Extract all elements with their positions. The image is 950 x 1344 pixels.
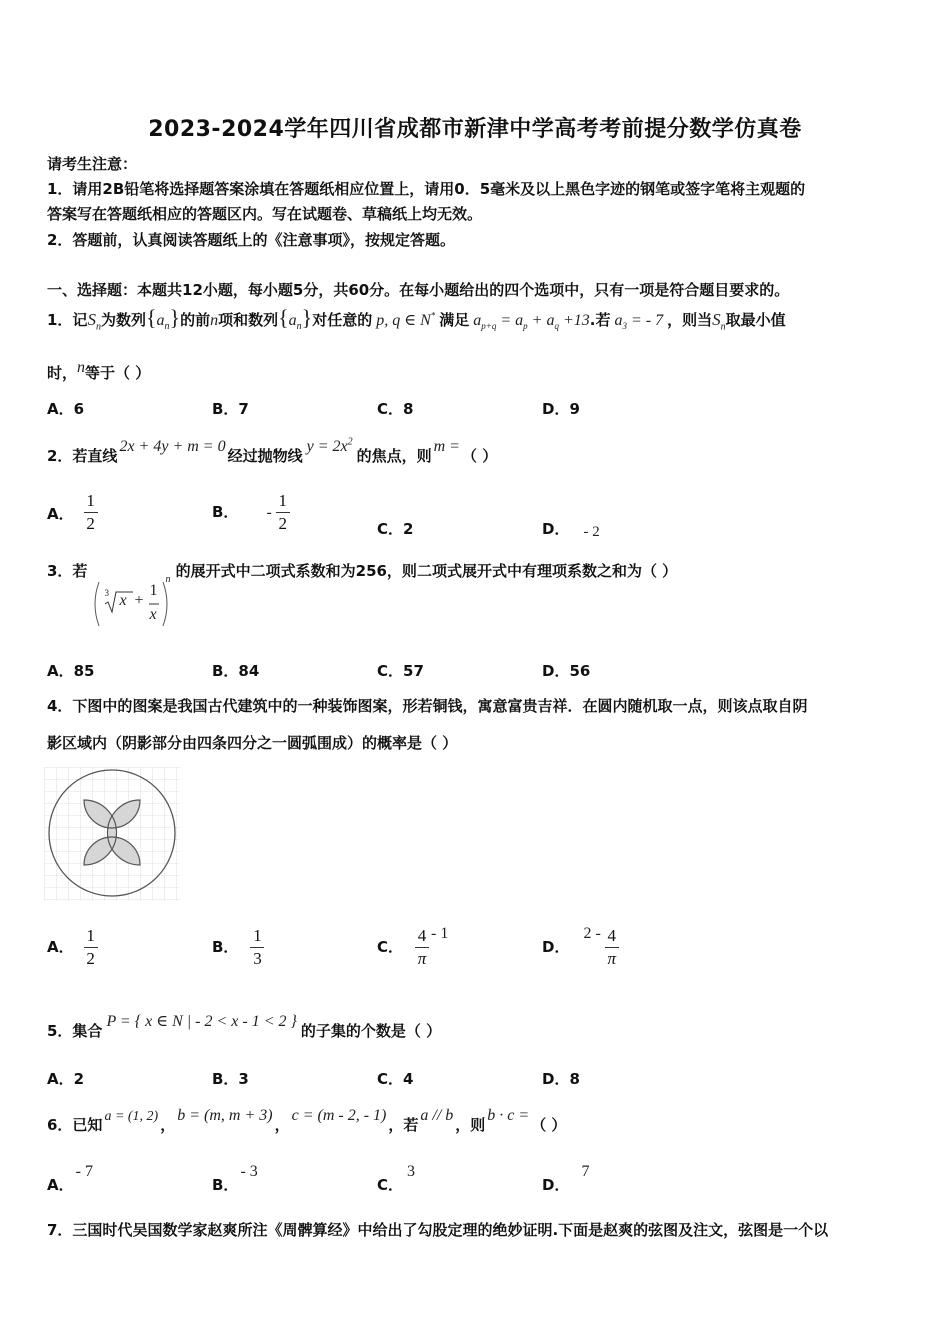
q1-text-1: 1．记 bbox=[47, 311, 88, 329]
q2-line-eq: 2x + 4y + m = 0 bbox=[119, 438, 226, 455]
q5-option-d[interactable]: D．8 bbox=[542, 1070, 580, 1088]
q6-vector-b: b = (m, m + 3) bbox=[177, 1107, 273, 1124]
q5-set: P = { x ∈ N | - 2 < x - 1 < 2 } bbox=[106, 1013, 297, 1030]
q1-option-c[interactable]: C．8 bbox=[377, 400, 414, 418]
q1-text-9: 取最小值 bbox=[725, 311, 786, 329]
q1-an-2: $a_n$ bbox=[288, 312, 302, 333]
question-7-line-1: 7．三国时代吴国数学家赵爽所注《周髀算经》中给出了勾股定理的绝妙证明.下面是赵爽的弦图及注文，弦图是一个以 bbox=[47, 1221, 829, 1239]
question-3: 3．若 3 x + 1 x n 的展开式中二项式系数和为256，则二项式展开式中有理项系数之和为（ ） bbox=[47, 578, 677, 630]
q1-text-5: 对任意的 bbox=[312, 311, 373, 329]
q2-option-b[interactable]: B． - $\frac{1}{2}$ bbox=[212, 490, 290, 535]
q3-option-d[interactable]: D．56 bbox=[542, 662, 591, 680]
q3-brackets bbox=[93, 578, 171, 630]
q3-option-b[interactable]: B．84 bbox=[212, 662, 260, 680]
notice-line-1b: 答案写在答题纸相应的答题区内。写在试题卷、草稿纸上均无效。 bbox=[47, 205, 483, 223]
q5-option-b[interactable]: B．3 bbox=[212, 1070, 249, 1088]
q4-option-b[interactable]: B． $\frac{1}{3}$ bbox=[212, 925, 264, 970]
q1-text-6: 满足 bbox=[439, 311, 470, 329]
coin-pattern-figure bbox=[44, 767, 180, 901]
q1-text-8: ，则当 bbox=[667, 311, 713, 329]
question-4-line-2: 影区域内（阴影部分由四条四分之一圆弧围成）的概率是（ ） bbox=[47, 734, 458, 752]
section-heading: 一、选择题：本题共12小题，每小题5分，共60分。在每小题给出的四个选项中，只有一项是符合题目要求的。 bbox=[47, 281, 790, 299]
q1-an-1: $a_n$ bbox=[156, 312, 170, 333]
q1-option-d[interactable]: D．9 bbox=[542, 400, 580, 418]
q1-text-3: 的前 bbox=[180, 311, 211, 329]
q5-option-a[interactable]: A．2 bbox=[47, 1070, 85, 1088]
question-1: 1．记$S_n$为数列$\{a_n\}$的前n项和数列$\{a_n\}$对任意的 p, q ∈ N* 满足 $a_{p+q} = a_p + a_q +13$.若 $a_3$ = - 7 ，则当$S_n$取最小值 bbox=[47, 305, 786, 333]
q6-vector-c: c = (m - 2, - 1) bbox=[291, 1107, 387, 1124]
q4-option-c[interactable]: C． $\frac{4}{\pi}$ - 1 bbox=[377, 925, 449, 968]
q3-expression: 3 x + 1 x n bbox=[93, 578, 171, 630]
q1-sn-2: $S_n$ bbox=[712, 310, 726, 333]
q2-option-d[interactable]: D． - 2 bbox=[542, 520, 600, 540]
q1-sn: $S_n$ bbox=[87, 310, 101, 333]
q6-parallel: a // b bbox=[420, 1107, 454, 1124]
q6-option-b[interactable]: B．- 3 bbox=[212, 1163, 258, 1194]
page-title: 2023-2024学年四川省成都市新津中学高考考前提分数学仿真卷 bbox=[148, 117, 802, 142]
question-6: 6．已知 a = (1, 2) ，b = (m, m + 3)，c = (m - 2, - 1)，若a // b，则b · c =（ ） bbox=[47, 1107, 567, 1134]
question-4-line-1: 4．下图中的图案是我国古代建筑中的一种装饰图案，形若铜钱，寓意富贵吉祥．在圆内随机取一点，则该点取自阴 bbox=[47, 697, 808, 715]
q3-option-c[interactable]: C．57 bbox=[377, 662, 424, 680]
q1-text-4: 项和数列 bbox=[218, 311, 279, 329]
q4-option-a[interactable]: A． $\frac{1}{2}$ bbox=[47, 925, 98, 970]
q1-text-2: 为数列 bbox=[100, 311, 146, 329]
q2-option-a[interactable]: A． $\frac{1}{2}$ bbox=[47, 490, 98, 535]
q1-text-7: .若 bbox=[589, 311, 611, 329]
q6-option-c[interactable]: C．3 bbox=[377, 1163, 416, 1194]
q2-option-c[interactable]: C．2 bbox=[377, 520, 414, 538]
q3-option-a[interactable]: A．85 bbox=[47, 662, 95, 680]
q1-a3: $a_3$ = - 7 bbox=[614, 312, 664, 332]
q5-option-c[interactable]: C．4 bbox=[377, 1070, 414, 1088]
q2-parabola: $y = 2x^2$ bbox=[306, 436, 353, 455]
question-1-line-2: 时，n等于（ ） bbox=[47, 359, 151, 382]
q6-vector-a: a = (1, 2) bbox=[104, 1109, 159, 1124]
q1-equation: $a_{p+q} = a_p + a_q +13$ bbox=[473, 312, 590, 332]
notice-heading: 请考生注意： bbox=[47, 155, 138, 173]
q1-option-b[interactable]: B．7 bbox=[212, 400, 249, 418]
notice-line-2: 2．答题前，认真阅读答题纸上的《注意事项》，按规定答题。 bbox=[47, 231, 455, 249]
q1-pq: p, q ∈ N* bbox=[376, 310, 436, 329]
question-2: 2．若直线2x + 4y + m = 0经过抛物线$y = 2x^2$的焦点，则m =（ ） bbox=[47, 436, 498, 465]
q4-option-d[interactable]: D．2 - $\frac{4}{\pi}$ bbox=[542, 925, 619, 970]
q6-option-d[interactable]: D．7 bbox=[542, 1163, 590, 1194]
q1-n: n bbox=[210, 312, 219, 329]
q6-option-a[interactable]: A．- 7 bbox=[47, 1163, 93, 1194]
notice-line-1: 1．请用2B铅笔将选择题答案涂填在答题纸相应位置上，请用0．5毫米及以上黑色字迹的钢笔或签字笔将主观题的 bbox=[47, 180, 806, 198]
q6-dot: b · c = bbox=[487, 1107, 530, 1124]
question-5: 5．集合P = { x ∈ N | - 2 < x - 1 < 2 }的子集的个数是（ ） bbox=[47, 1013, 442, 1040]
q1-option-a[interactable]: A．6 bbox=[47, 400, 85, 418]
